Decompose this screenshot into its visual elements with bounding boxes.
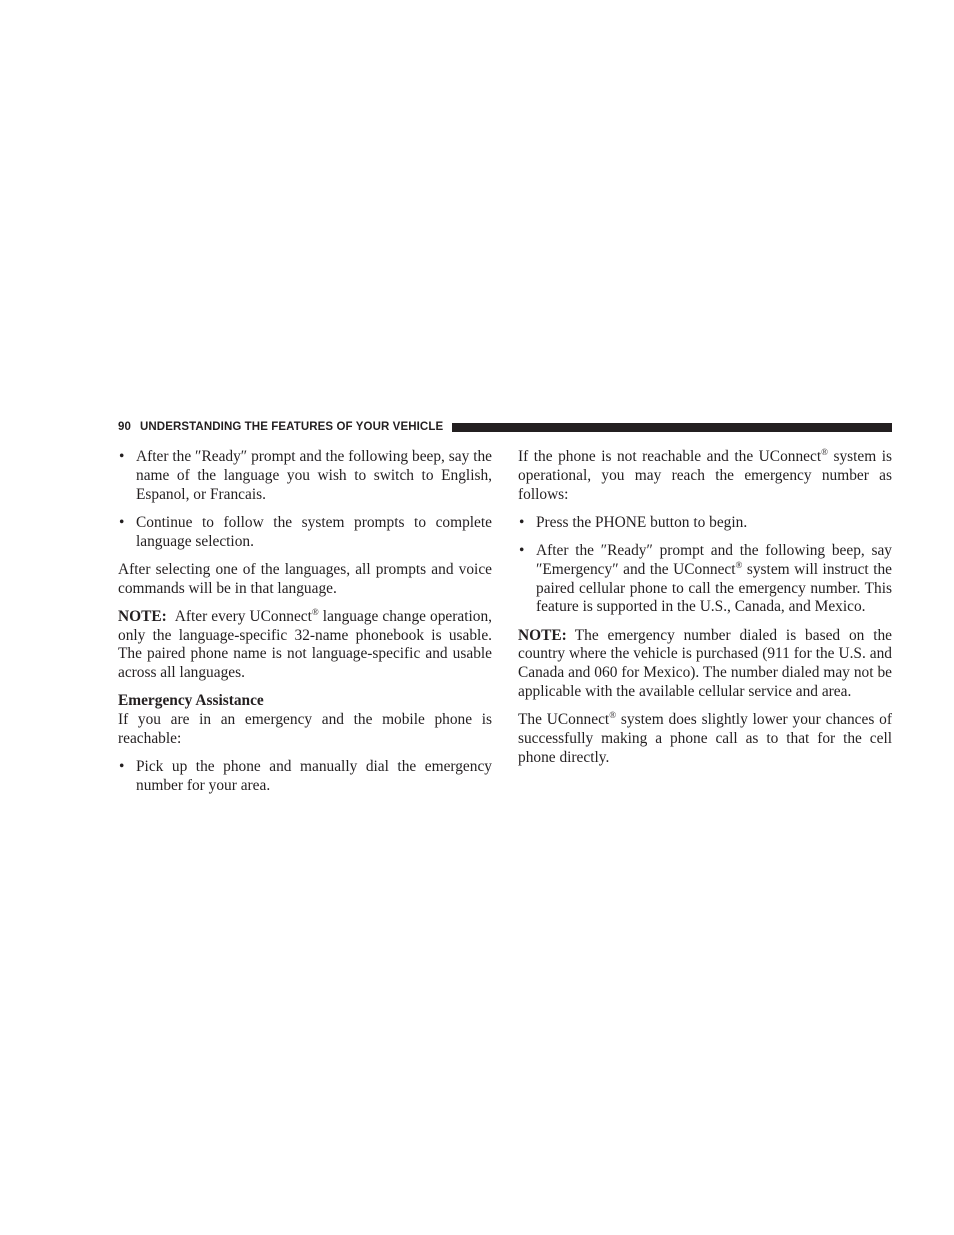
list-item bbox=[518, 542, 892, 617]
paragraph-text: If the phone is not reachable and the UConnect bbox=[518, 448, 822, 465]
note-label: NOTE: bbox=[518, 626, 567, 644]
note-paragraph bbox=[118, 608, 492, 683]
list-item-text: After the ″Ready″ prompt and the following beep, say the name of the language you wish to switch to English, Espanol, or Francais. bbox=[136, 448, 492, 503]
registered-mark: ® bbox=[821, 446, 828, 457]
list-item-text: Pick up the phone and manually dial the emergency number for your area. bbox=[136, 758, 492, 794]
list-item-text-cont: system will instruct the paired cellular phone to call the emergency number. This feature is supported in the U.S., Canada, and Mexico. bbox=[536, 560, 892, 616]
list-item bbox=[118, 448, 492, 504]
note-text: After every UConnect bbox=[174, 607, 312, 625]
page-header bbox=[118, 419, 892, 435]
registered-mark: ® bbox=[735, 559, 743, 570]
note-paragraph bbox=[518, 627, 892, 702]
note-text: The emergency number dialed is based on the country where the vehicle is purchased (911 for the U.S. and Canada and 060 for Mexico). The number dialed may not be applicable with the available cellular service and area. bbox=[518, 626, 892, 700]
list-item bbox=[118, 758, 492, 796]
registered-mark: ® bbox=[311, 606, 319, 617]
list-item-text: Press the PHONE button to begin. bbox=[536, 513, 748, 531]
left-column bbox=[118, 448, 492, 805]
paragraph-text-cont: system does slightly lower your chances of successfully making a phone call as to that for the cell phone directly. bbox=[518, 711, 892, 766]
section-title: UNDERSTANDING THE FEATURES OF YOUR VEHICLE bbox=[140, 421, 444, 433]
bullet-icon: • bbox=[119, 758, 125, 776]
registered-mark: ® bbox=[609, 710, 617, 720]
bullet-icon: • bbox=[119, 448, 125, 465]
note-text-cont: language change operation, only the language-specific 32-name phonebook is usable. The paired phone name is not language-specific and usable across all languages. bbox=[118, 607, 492, 682]
paragraph bbox=[518, 448, 892, 504]
paragraph-text-cont: system is operational, you may reach the emergency number as follows: bbox=[518, 448, 892, 503]
paragraph-text: The UConnect bbox=[518, 711, 610, 729]
note-label: NOTE: bbox=[118, 607, 167, 625]
list-item bbox=[518, 514, 892, 533]
right-column bbox=[518, 448, 892, 777]
paragraph bbox=[518, 711, 892, 767]
header-rule bbox=[452, 423, 892, 432]
paragraph: After selecting one of the languages, all prompts and voice commands will be in that language. bbox=[118, 560, 492, 597]
bullet-icon: • bbox=[519, 513, 525, 531]
page-number: 90 bbox=[118, 421, 131, 433]
list-item-text: Continue to follow the system prompts to complete language selection. bbox=[136, 513, 492, 550]
bullet-icon: • bbox=[119, 513, 125, 531]
bullet-icon: • bbox=[519, 541, 525, 559]
section-heading: Emergency Assistance bbox=[118, 692, 264, 710]
paragraph: If you are in an emergency and the mobile phone is reachable: bbox=[118, 711, 492, 747]
list-item-text: After the ″Ready″ prompt and the following beep, say ″Emergency″ and the UConnect bbox=[536, 541, 892, 578]
list-item bbox=[118, 514, 492, 552]
